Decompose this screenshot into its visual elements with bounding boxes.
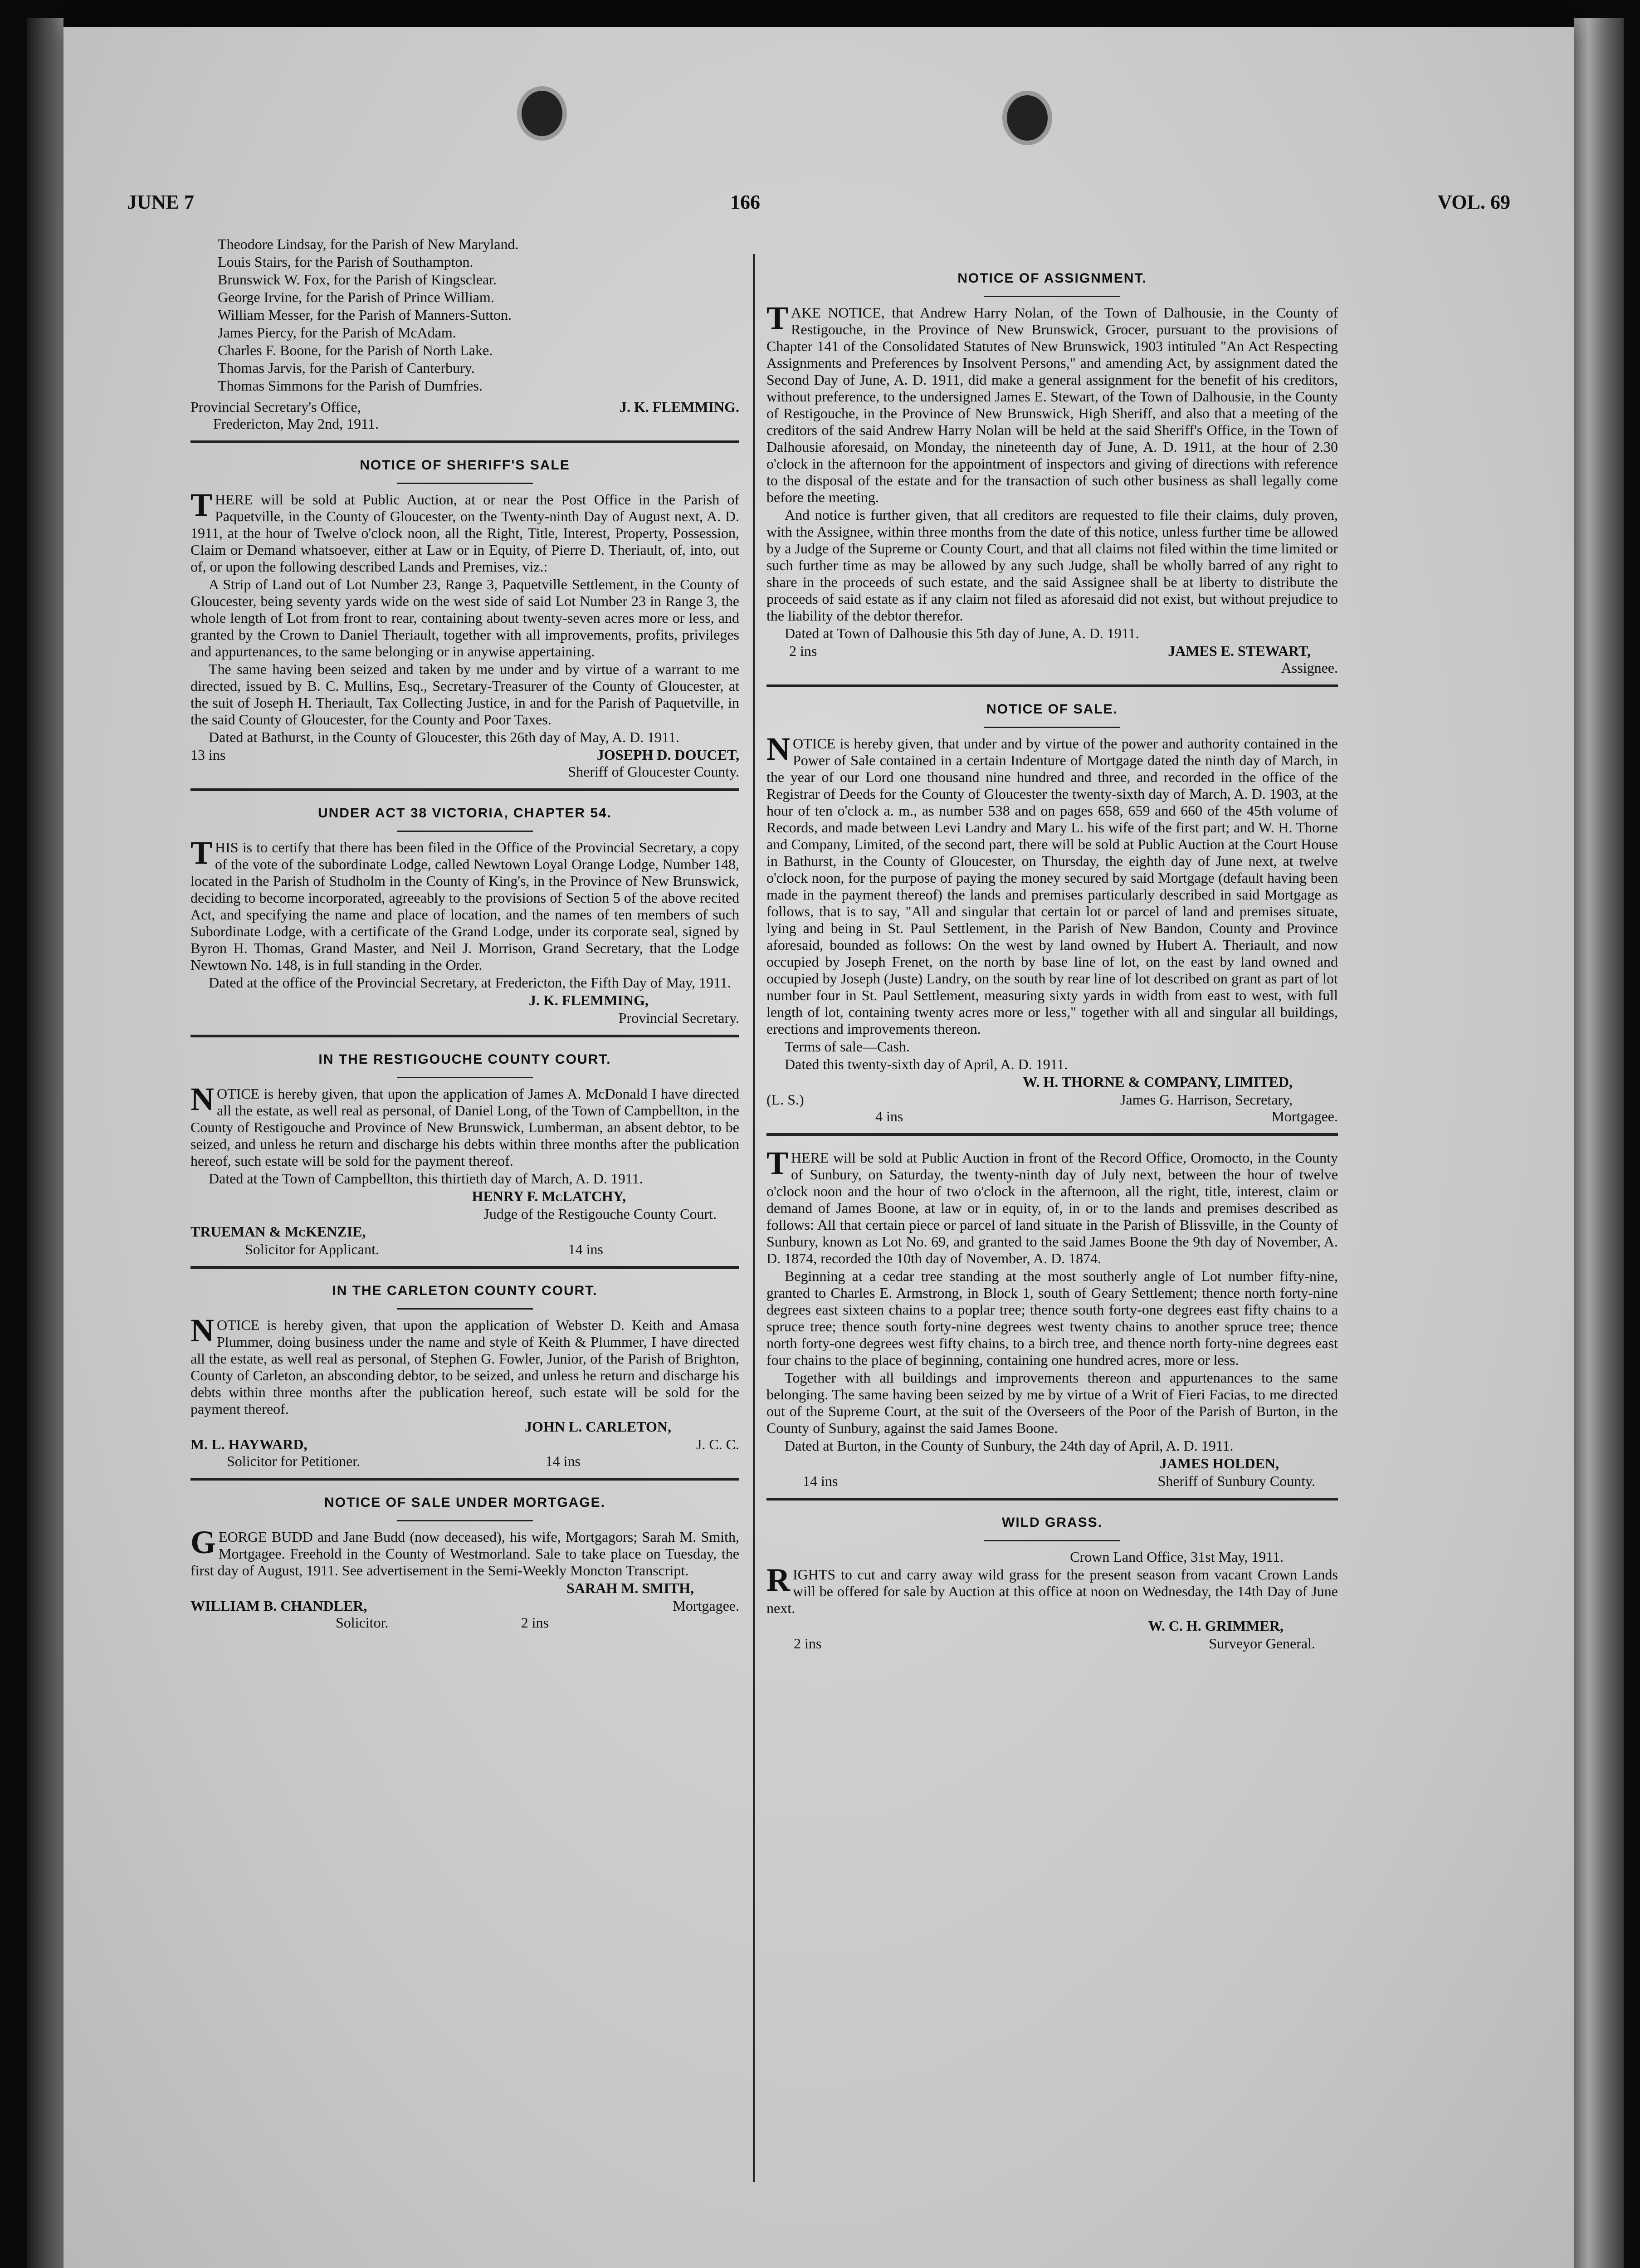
appointments-list xyxy=(190,236,739,394)
page-stack-edge xyxy=(1574,18,1624,2268)
mortgage-text: GEORGE BUDD and Jane Budd (now deceased), his wife, Mortgagors; Sarah M. Smith, Mortgagee. Freehold in the County of Westmorland. Sale to take place on Tuesday, the first day of August, 1911. See advertisement in the Semi-Weekly Moncton Transcript. xyxy=(190,1524,739,1579)
signature-title: Surveyor General. xyxy=(1209,1635,1315,1652)
sheriff-sale-text: The same having been seized and taken by me under and by virtue of a warrant to me directed, issued by B. C. Mullins, Esq., Secretary-Treasurer of the County of Gloucester, at the suit of Joseph H. Theriault, Tax Collecting Justice, in and for the Parish of Paquetville, in the said County of Gloucester, for the County and Poor Taxes. xyxy=(190,661,739,728)
title-rule xyxy=(397,1520,533,1521)
page-number: 166 xyxy=(730,191,760,213)
section-rule xyxy=(190,1478,739,1481)
section-rule xyxy=(190,1266,739,1269)
title-rule xyxy=(397,1077,533,1078)
seal-mark: (L. S.) xyxy=(766,1091,804,1108)
company-name: W. H. THORNE & COMPANY, LIMITED, xyxy=(1023,1074,1293,1090)
section-rule xyxy=(190,788,739,791)
title-rule xyxy=(984,727,1120,728)
solicitor-title: Solicitor for Applicant. xyxy=(245,1241,379,1257)
header-date: JUNE 7 xyxy=(127,191,194,213)
office-dateline: Fredericton, May 2nd, 1911. xyxy=(213,415,379,432)
sheriff-sale-dateline: Dated at Bathurst, in the County of Gloucester, this 26th day of May, A. D. 1911. xyxy=(209,729,679,745)
mortgage-title: NOTICE OF SALE UNDER MORTGAGE. xyxy=(324,1495,605,1510)
insertion-count: 2 ins xyxy=(794,1635,822,1652)
title-rule xyxy=(984,1540,1120,1541)
appointment-entry: William Messer, for the Parish of Manners-Sutton. xyxy=(218,307,512,323)
appointment-entry: Louis Stairs, for the Parish of Southampton. xyxy=(218,254,473,270)
appointment-entry: Thomas Simmons for the Parish of Dumfries. xyxy=(218,377,483,394)
section-rule xyxy=(190,440,739,443)
title-rule xyxy=(984,296,1120,297)
volume-number: VOL. 69 xyxy=(1437,191,1510,213)
sheriff-sale-title: NOTICE OF SHERIFF'S SALE xyxy=(360,458,570,473)
signature-title: Sheriff of Sunbury County. xyxy=(1157,1473,1315,1489)
sheriff-sale-text: A Strip of Land out of Lot Number 23, Range 3, Paquetville Settlement, in the County of Gloucester, being seventy yards wide on the west side of said Lot Number 23 in Range 3, the whole length of Lot from front to rear, containing about twenty-seven acres more or less, and granted by the Crown to Daniel Theriault, together with all improvements, profits, privileges and appurtenances, to the same belonging or in anywise appertaining. xyxy=(190,576,739,660)
binding-hole xyxy=(517,86,567,141)
sale-text: NOTICE is hereby given, that under and by virtue of the power and authority contained in the Power of Sale contained in a certain Indenture of Mortgage dated the ninth day of March, in the year of our Lord one thousand nine hundred and three, and recorded in the office of the Registrar of Deeds for the County of Gloucester the twenty-sixth day of March, A. D. 1903, at the hour of ten o'clock a. m., as number 538 and on pages 658, 659 and 660 of the 45th volume of Records, and made between Levi Landry and Mary L. his wife of the first part; and W. H. Thorne and Company, Limited, of the second part, there will be sold at Public Auction at the Court House in Bathurst, in the County of Gloucester, on Thursday, the eighth day of June next, at twelve o'clock noon, for the purpose of paying the money secured by said Mortgage (default having been made in the payment thereof) the lands and premises particularly described in said Mortgage as follows, that is to say, "All and singular that certain lot or parcel of land and premises situate, lying and being in St. Paul Settlement, in the Parish of New Bandon, County and Province aforesaid, bounded as follows: On the west by land owned by Hubert A. Theriault, and now occupied by Joseph Frenet, on the north by base line of lot, on the east by land owned and occupied by Joseph (Juste) Landry, on the south by rear line of lot described on grant as part of lot number four in St. Paul Settlement, measuring sixty yards in width from east to west, with full length of lot, containing twenty acres more or less," together with all and singular all buildings, erections and improvements thereon. xyxy=(766,731,1338,1037)
insertion-count: 2 ins xyxy=(521,1614,549,1631)
appointment-entry: Brunswick W. Fox, for the Parish of Kingsclear. xyxy=(218,271,497,288)
assignment-text: And notice is further given, that all creditors are requested to file their claims, duly proven, with the Assignee, within three months from the date of this notice, unless further time be allowed by a Judge of the Supreme or County Court, and that all claims not filed within the time limited or such further time as may be allowed by any such Judge, shall be wholly barred of any right to share in the proceeds of such estate, and the said Assignee shall be at liberty to distribute the proceeds of said estate as if any claim not filed as aforesaid did not exist, but without prejudice to the liability of the debtor therefor. xyxy=(766,507,1338,624)
signature: JAMES E. STEWART, xyxy=(1168,643,1311,659)
sale-title: NOTICE OF SALE. xyxy=(986,702,1118,717)
appointment-entry: George Irvine, for the Parish of Prince William. xyxy=(218,289,494,305)
signature-title: Sheriff of Gloucester County. xyxy=(568,763,739,780)
wild-grass-title: WILD GRASS. xyxy=(1002,1515,1103,1530)
wild-grass-text: RIGHTS to cut and carry away wild grass for the present season from vacant Crown Lands will be offered for sale by Auction at this office at noon on Wednesday, the 14th Day of June next. xyxy=(766,1562,1338,1616)
carleton-text: NOTICE is hereby given, that upon the application of Webster D. Keith and Amasa Plummer, doing business under the name and style of Keith & Plummer, I have directed all the estate, as well real as personal, of Stephen G. Fowler, Junior, of the Parish of Brighton, County of Carleton, an absconding debtor, to be seized, and unless he return and discharge his debts within three months after the publication hereof, such estate will be sold for the payment thereof. xyxy=(190,1312,739,1417)
insertion-count: 14 ins xyxy=(803,1473,838,1489)
insertion-count: 2 ins xyxy=(789,643,817,659)
appointment-entry: Theodore Lindsay, for the Parish of New Maryland. xyxy=(218,236,519,252)
assignment-title: NOTICE OF ASSIGNMENT. xyxy=(957,271,1147,286)
signature-title: Judge of the Restigouche County Court. xyxy=(483,1206,717,1222)
signature: SARAH M. SMITH, xyxy=(566,1580,694,1596)
act38-dateline: Dated at the office of the Provincial Secretary, at Fredericton, the Fifth Day of May, 1911. xyxy=(209,974,731,991)
auction-text: THERE will be sold at Public Auction in front of the Record Office, Oromocto, in the County of Sunbury, on Saturday, the twenty-ninth day of July next, between the hour of twelve o'clock noon and the hour of two o'clock in the afternoon, all the right, title, interest, claim or demand of James Boone, at law or in equity, of, in or to the lands and premises described as follows: All that certain piece or parcel of land situate in the Parish of Blissville, in the County of Sunbury, known as Lot No. 69, and granted to the said James Boone the 9th day of November, A. D. 1874, recorded the 10th day of November, A. D. 1874. xyxy=(766,1145,1338,1266)
restigouche-dateline: Dated at the Town of Campbellton, this thirtieth day of March, A. D. 1911. xyxy=(209,1170,643,1187)
signature: J. K. FLEMMING. xyxy=(620,399,739,415)
solicitor-name: TRUEMAN & McKENZIE, xyxy=(190,1223,366,1240)
assignment-text: TAKE NOTICE, that Andrew Harry Nolan, of the Town of Dalhousie, in the County of Restigouche, in the Province of New Brunswick, Grocer, pursuant to the provisions of Chapter 141 of the Consolidated Statutes of New Brunswick, 1903 intituled "An Act Respecting Assignments and Preferences by Insolvent Persons," and amending Act, by assignment dated the Second Day of June, A. D. 1911, did make a general assignment for the benefit of his creditors, without preference, to the undersigned James E. Stewart, of the Town of Dalhousie, in the County of Restigouche, in the Province of New Brunswick, High Sheriff, and also that a meeting of the creditors of the said Andrew Harry Nolan will be held at the said Sheriff's Office, in the Town of Dalhousie aforesaid, on Monday, the nineteenth day of June, A. D. 1911, at the hour of 2.30 o'clock in the afternoon for the appointment of inspectors and giving of directions with reference to the disposal of the estate and for the transaction of such other business as shall legally come before the meeting. xyxy=(766,300,1338,505)
auction-text: Beginning at a cedar tree standing at the most southerly angle of Lot number fifty-nine, granted to Charles E. Armstrong, in Block 1, south of Geary Settlement; thence north forty-nine degrees east sixteen chains to a poplar tree; thence south forty-one degrees east fifty chains to a spruce tree; thence south forty-nine degrees west twenty chains to another spruce tree; thence north forty-one degrees west fifty chains, to a birch tree, and thence north forty-nine degrees east four chains to the place of beginning, containing one hundred acres, more or less. xyxy=(766,1268,1338,1368)
sale-terms: Terms of sale—Cash. xyxy=(785,1038,910,1055)
solicitor-name: WILLIAM B. CHANDLER, xyxy=(190,1598,367,1614)
book-binding-edge xyxy=(27,18,63,2268)
signature: JAMES HOLDEN, xyxy=(1159,1455,1279,1471)
signature: JOSEPH D. DOUCET, xyxy=(596,747,739,763)
column-divider xyxy=(753,254,755,2182)
auction-text: Together with all buildings and improvements thereon and appurtenances to the same belonging. The same having been seized by me by virtue of a Writ of Fieri Facias, to me directed out of the Supreme Court, at the suit of the Overseers of the Poor of the Parish of Burton, in the County of Sunbury, against the said James Boone. xyxy=(766,1369,1338,1436)
carleton-title: IN THE CARLETON COUNTY COURT. xyxy=(332,1283,598,1298)
signature-title: Provincial Secretary. xyxy=(618,1010,739,1026)
act38-text: THIS is to certify that there has been filed in the Office of the Provincial Secretary, a copy of the vote of the subordinate Lodge, called Newtown Loyal Orange Lodge, Number 148, located in the Parish of Studholm in the County of King's, in the Province of New Brunswick, deciding to become incorporated, agreeably to the provisions of Section 5 of the above recited Act, and specifying the name and place of location, and the names of ten members of such Subordinate Lodge, with a certificate of the Grand Lodge, under its corporate seal, signed by Byron H. Thomas, Grand Master, and Neil J. Morrison, Grand Secretary, that the Lodge Newtown No. 148, is in full standing in the Order. xyxy=(190,835,739,973)
solicitor-title: Solicitor for Petitioner. xyxy=(227,1453,361,1469)
title-rule xyxy=(397,483,533,484)
page-header xyxy=(127,191,1510,218)
insertion-count: 4 ins xyxy=(875,1108,903,1124)
signature-title: Mortgagee. xyxy=(673,1598,739,1614)
section-rule xyxy=(190,1035,739,1037)
restigouche-title: IN THE RESTIGOUCHE COUNTY COURT. xyxy=(318,1052,611,1067)
appointment-entry: Thomas Jarvis, for the Parish of Canterbury. xyxy=(218,360,475,376)
appointment-entry: James Piercy, for the Parish of McAdam. xyxy=(218,324,456,341)
office-line: Provincial Secretary's Office, xyxy=(190,399,361,415)
solicitor-title: Solicitor. xyxy=(336,1614,389,1631)
grass-dateline: Crown Land Office, 31st May, 1911. xyxy=(1070,1549,1284,1565)
solicitor-name: M. L. HAYWARD, xyxy=(190,1436,308,1452)
act38-title: UNDER ACT 38 VICTORIA, CHAPTER 54. xyxy=(317,806,612,821)
signature-title: Mortgagee. xyxy=(1271,1108,1338,1124)
insertion-count: 14 ins xyxy=(568,1241,603,1257)
signature: James G. Harrison, Secretary, xyxy=(1120,1091,1293,1108)
insertion-count: 14 ins xyxy=(545,1453,581,1469)
appointment-entry: Charles F. Boone, for the Parish of North Lake. xyxy=(218,342,493,358)
left-column xyxy=(190,236,739,1631)
signature: W. C. H. GRIMMER, xyxy=(1148,1618,1284,1634)
signature-title: Assignee. xyxy=(1281,660,1338,676)
signature: JOHN L. CARLETON, xyxy=(524,1418,671,1435)
auction-dateline: Dated at Burton, in the County of Sunbury, the 24th day of April, A. D. 1911. xyxy=(785,1437,1234,1454)
section-rule xyxy=(766,1133,1338,1136)
section-rule xyxy=(766,1498,1338,1501)
right-column xyxy=(766,236,1338,1652)
title-rule xyxy=(397,1308,533,1310)
signature: HENRY F. McLATCHY, xyxy=(472,1188,626,1204)
assignment-dateline: Dated at Town of Dalhousie this 5th day of June, A. D. 1911. xyxy=(785,625,1139,641)
title-rule xyxy=(397,831,533,832)
binding-hole xyxy=(1002,91,1052,145)
restigouche-text: NOTICE is hereby given, that upon the application of James A. McDonald I have directed all the estate, as well real as personal, of Daniel Long, of the Town of Campbellton, in the County of Restigouche and Province of New Brunswick, Lumberman, an absent debtor, to be seized, and unless he return and discharge his debts within three months after the publication hereof, such estate will be sold for the payment thereof. xyxy=(190,1081,739,1169)
section-rule xyxy=(766,684,1338,687)
sale-dateline: Dated this twenty-sixth day of April, A. D. 1911. xyxy=(785,1056,1068,1072)
signature: J. K. FLEMMING, xyxy=(529,992,649,1008)
insertion-count: 13 ins xyxy=(190,747,226,763)
signature-title: J. C. C. xyxy=(696,1436,739,1452)
sheriff-sale-text: THERE will be sold at Public Auction, at or near the Post Office in the Parish of Paquetville, in the County of Gloucester, on the Twenty-ninth Day of August next, A. D. 1911, at the hour of Twelve o'clock noon, all the Right, Title, Interest, Property, Possession, Claim or Demand whatsoever, either at Law or in Equity, of Pierre D. Theriault, of, into, out of, or upon the following described Lands and Premises, viz.: xyxy=(190,487,739,575)
